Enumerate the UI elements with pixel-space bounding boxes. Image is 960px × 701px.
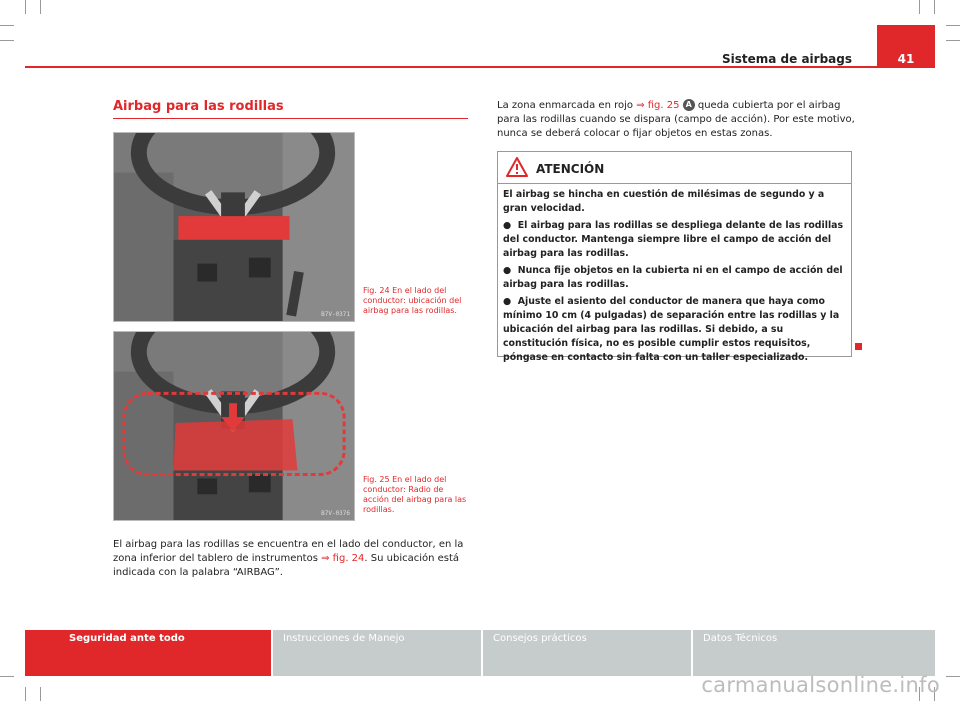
crop-mark [25,687,26,701]
bullet-icon: ● [503,220,512,231]
figure-24-link[interactable]: ⇒ fig. 24 [321,553,365,564]
dashboard-photo-2 [114,332,354,520]
footer-tab-seguridad[interactable]: Seguridad ante todo [25,630,271,676]
section-end-mark [855,343,862,350]
warning-intro: El airbag se hincha en cuestión de milésimas de segundo y a gran velocidad. [503,189,825,214]
dashboard-photo-1 [114,133,354,321]
warning-triangle-icon [506,157,528,177]
crop-mark [40,0,41,14]
section-title: Airbag para las rodillas [113,99,284,114]
warning-item: ● Ajuste el asiento del conductor de manera que haya como mínimo 10 cm (4 pulgadas) de separación entre las rodillas y la ubicación del airbag para las rodillas. Si debido, a su constitución física, no es posible cumplir estos requisitos, póngase en contacto sin falta con un taller especializado. [503,296,840,363]
page-number: 41 [877,25,935,68]
figure-24-knee-airbag-location [113,132,355,322]
figure-code: B7V-0371 [321,311,350,318]
figure-code: B7V-0376 [321,510,350,517]
warning-item: ● Nunca fije objetos en la cubierta ni en el campo de acción del airbag para las rodillas. [503,265,843,290]
figure-24-caption: Fig. 24 En el lado del conductor: ubicación del airbag para las rodillas. [363,286,462,315]
crop-mark [0,25,14,26]
crop-mark [25,0,26,14]
chapter-title: Sistema de airbags [721,52,852,66]
bullet-icon: ● [503,265,512,276]
crop-mark [0,676,14,677]
warning-box [497,151,852,363]
footer-tab-consejos[interactable]: Consejos prácticos [483,630,691,676]
bullet-icon: ● [503,296,512,307]
crop-mark [40,687,41,701]
watermark: carmanualsonline.info [701,673,940,697]
warning-body [498,184,851,365]
right-body-paragraph [497,99,855,141]
figure-25-link[interactable]: ⇒ fig. 25 [636,100,680,111]
paragraph-text: La zona enmarcada en rojo [497,100,637,111]
figure-25-knee-airbag-range [113,331,355,521]
paragraph-text: El airbag para las rodillas se encuentra en el lado del conductor, en la zona inferior del tablero de instrumentos [113,539,464,564]
footer-tab-datos[interactable]: Datos Técnicos [693,630,935,676]
footer-tab-instrucciones[interactable]: Instrucciones de Manejo [273,630,481,676]
crop-mark [0,40,14,41]
header-rule [25,66,935,68]
crop-mark [946,40,960,41]
section-rule [113,118,468,119]
warning-header [498,152,851,184]
warning-title: ATENCIÓN [536,162,605,176]
marker-a-badge: A [683,99,695,111]
paragraph-text: queda cubierta por el airbag para las rodillas cuando se dispara (campo de acción). Por este motivo, nunca se deberá colocar o fijar objetos en estas zonas. [497,100,855,139]
left-body-paragraph [113,538,473,580]
crop-mark [946,676,960,677]
paragraph-text: . Su ubicación está indicada con la palabra “AIRBAG”. [113,553,460,578]
crop-mark [946,25,960,26]
warning-item: ● El airbag para las rodillas se despliega delante de las rodillas del conductor. Mantenga siempre libre el campo de acción del airbag para las rodillas. [503,220,844,259]
crop-mark [919,0,920,14]
crop-mark [934,0,935,14]
figure-25-caption: Fig. 25 En el lado del conductor: Radio de acción del airbag para las rodillas. [363,475,467,514]
